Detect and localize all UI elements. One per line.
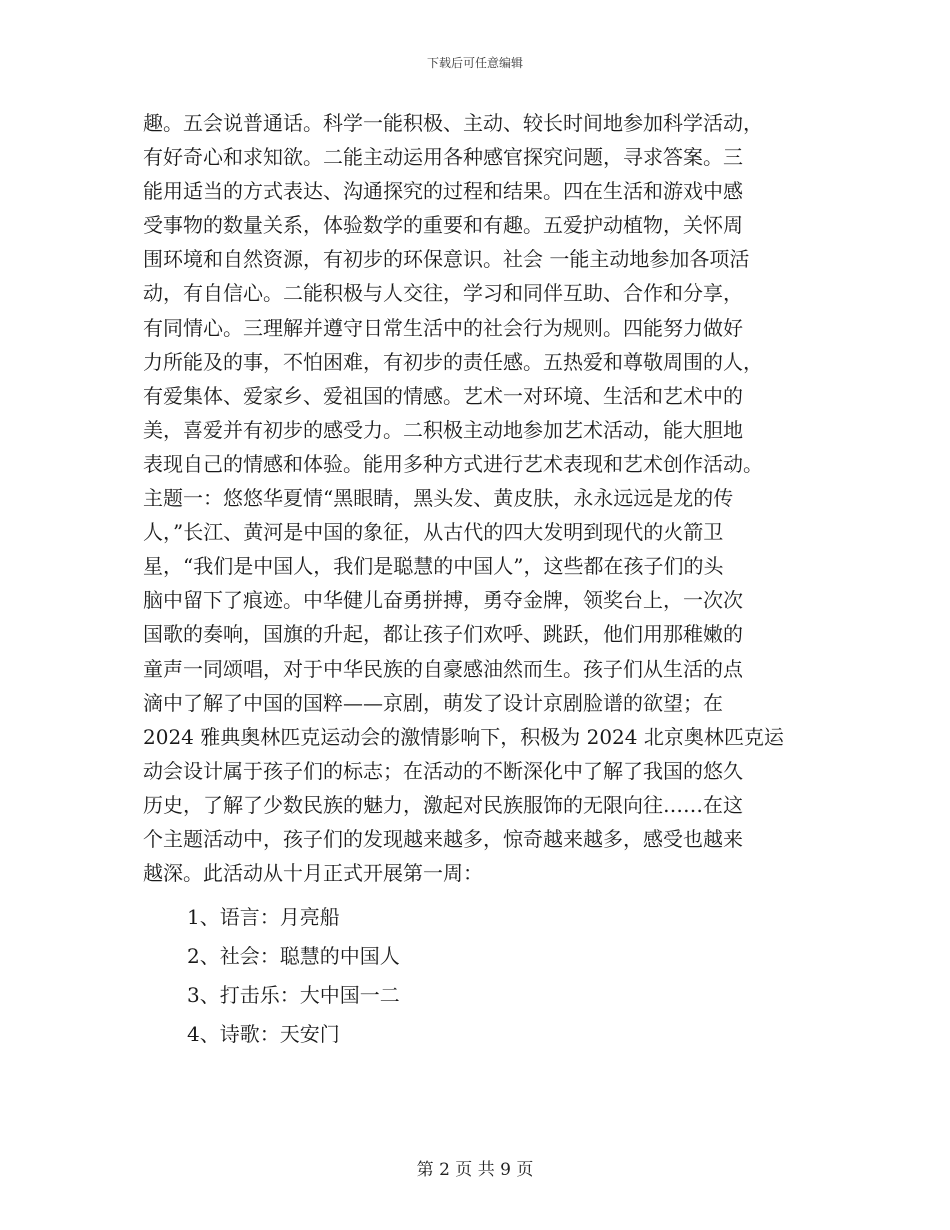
document-body [143,106,813,1054]
text-line: 受事物的数量关系，体验数学的重要和有趣。五爱护动植物，关怀周 [143,213,743,238]
text-line: 动，有自信心。二能积极与人交往，学习和同伴互助、合作和分享， [143,281,743,306]
text-line: 能用适当的方式表达、沟通探究的过程和结果。四在生活和游戏中感 [143,179,743,204]
text-line: 有好奇心和求知欲。二能主动运用各种感官探究问题，寻求答案。三 [143,145,743,170]
list-item: 4、诗歌：天安门 [187,1022,340,1047]
text-line: 童声一同颂唱，对于中华民族的自豪感油然而生。孩子们从生活的点 [143,656,743,681]
text-line: 美，喜爱并有初步的感受力。二积极主动地参加艺术活动，能大胆地 [143,417,743,442]
text-line: 星，“我们是中国人，我们是聪慧的中国人”，这些都在孩子们的头 [143,554,724,579]
paragraph [143,106,813,890]
text-line: 主题一：悠悠华夏情“黑眼睛，黑头发、黄皮肤，永永远远是龙的传 [143,486,734,511]
text-line: 动会设计属于孩子们的标志；在活动的不断深化中了解了我国的悠久 [143,758,743,783]
text-line: 越深。此活动从十月正式开展第一周： [143,861,483,886]
text-line: 围环境和自然资源，有初步的环保意识。社会 一能主动地参加各项活 [143,247,750,272]
list-item: 1、语言：月亮船 [187,905,340,930]
text-line: 人，”长江、黄河是中国的象征，从古代的四大发明到现代的火箭卫 [143,520,724,545]
text-line: 表现自己的情感和体验。能用多种方式进行艺术表现和艺术创作活动。 [143,451,763,476]
text-line: 历史，了解了少数民族的魅力，激起对民族服饰的无限向往……在这 [143,792,743,817]
text-line: 个主题活动中，孩子们的发现越来越多，惊奇越来越多，感受也越来 [143,826,743,851]
list-item: 3、打击乐：大中国一二 [187,983,400,1008]
text-line: 国歌的奏响，国旗的升起，都让孩子们欢呼、跳跃，他们用那稚嫩的 [143,622,743,647]
text-line: 滴中了解了中国的国粹——京剧，萌发了设计京剧脸谱的欲望；在 [143,690,723,715]
page-header: 下载后可任意编辑 [426,56,523,70]
activity-list [143,898,813,1054]
text-line: 2024 雅典奥林匹克运动会的激情影响下，积极为 2024 北京奥林匹克运 [143,724,784,749]
list-item: 2、社会：聪慧的中国人 [187,944,400,969]
text-line: 有爱集体、爱家乡、爱祖国的情感。艺术一对环境、生活和艺术中的 [143,383,743,408]
text-line: 趣。五会说普通话。科学一能积极、主动、较长时间地参加科学活动， [143,111,763,135]
page-footer: 第 2 页 共 9 页 [416,1160,534,1180]
text-line: 脑中留下了痕迹。中华健儿奋勇拼搏，勇夺金牌，领奖台上，一次次 [143,588,743,613]
text-line: 力所能及的事，不怕困难，有初步的责任感。五热爱和尊敬周围的人， [143,349,763,374]
text-line: 有同情心。三理解并遵守日常生活中的社会行为规则。四能努力做好 [143,315,743,340]
